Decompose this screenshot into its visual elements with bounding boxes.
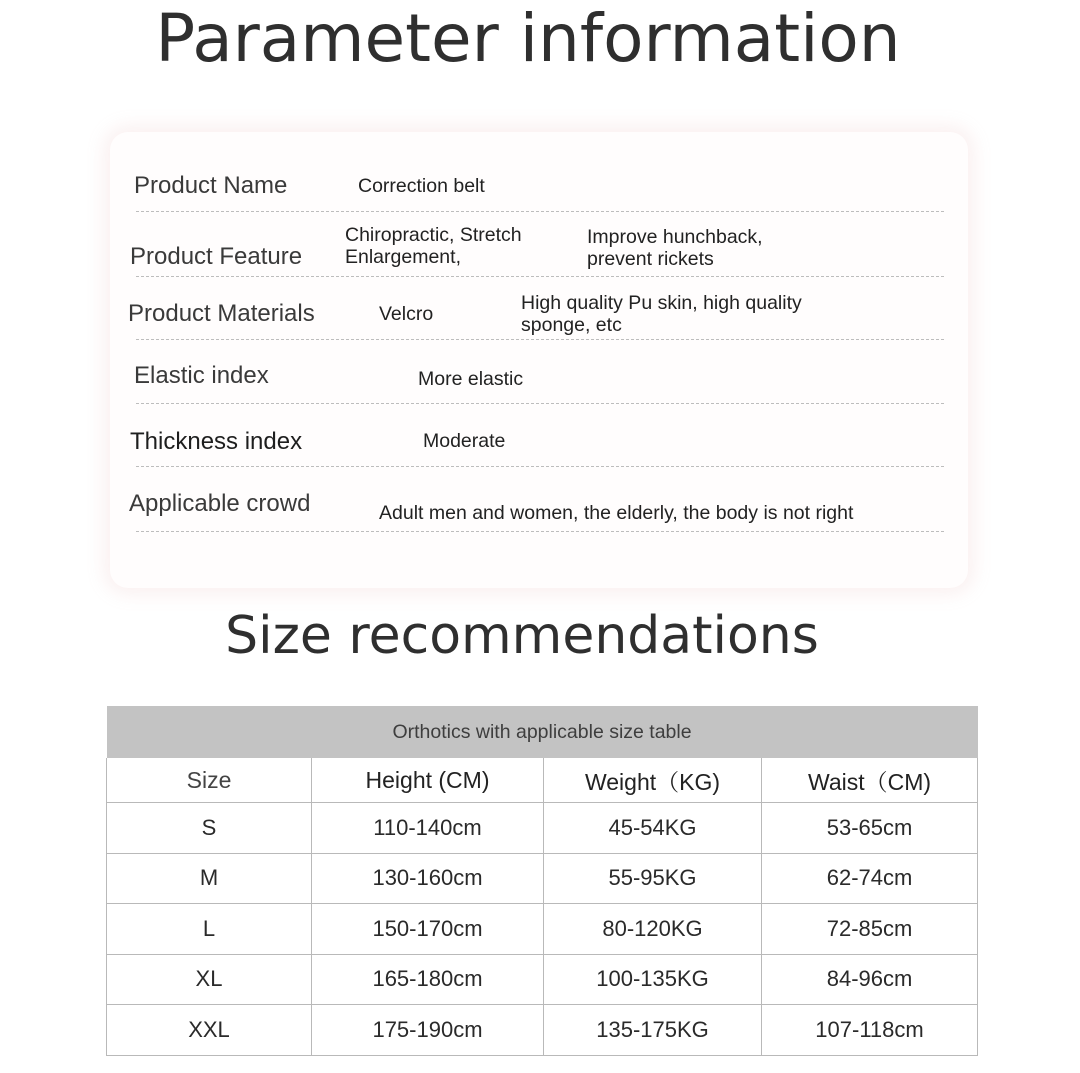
column-header-weight: Weight（KG) [544, 758, 762, 803]
parameter-title: Parameter information [155, 0, 901, 77]
table-row [107, 803, 978, 854]
product-name-label: Product Name [134, 172, 288, 199]
product-name-value: Correction belt [358, 175, 485, 197]
product-feature-label: Product Feature [130, 243, 303, 270]
row-divider [136, 531, 944, 532]
cell-weight: 80-120KG [544, 904, 762, 955]
product-feature-value-2: Improve hunchback, prevent rickets [587, 226, 763, 270]
elastic-index-value: More elastic [418, 368, 524, 390]
cell-height: 130-160cm [312, 853, 544, 904]
cell-waist: 72-85cm [762, 904, 978, 955]
row-divider [136, 403, 944, 404]
applicable-crowd-value: Adult men and women, the elderly, the body is not right [379, 502, 854, 524]
table-row [107, 1005, 978, 1056]
cell-weight: 100-135KG [544, 954, 762, 1005]
product-materials-value-2: High quality Pu skin, high quality sponge, etc [521, 292, 802, 336]
size-title: Size recommendations [225, 606, 819, 666]
thickness-index-label: Thickness index [130, 428, 303, 455]
cell-size: M [107, 853, 312, 904]
row-divider [136, 466, 944, 467]
row-divider [136, 276, 944, 277]
cell-weight: 55-95KG [544, 853, 762, 904]
product-materials-value-1: Velcro [379, 303, 434, 325]
size-table [106, 706, 978, 1056]
cell-size: S [107, 803, 312, 854]
column-header-size: Size [107, 758, 312, 803]
cell-waist: 107-118cm [762, 1005, 978, 1056]
product-feature-value-1: Chiropractic, Stretch Enlargement, [345, 224, 522, 268]
cell-height: 110-140cm [312, 803, 544, 854]
cell-size: XL [107, 954, 312, 1005]
cell-height: 165-180cm [312, 954, 544, 1005]
cell-waist: 62-74cm [762, 853, 978, 904]
row-divider [136, 339, 944, 340]
cell-weight: 45-54KG [544, 803, 762, 854]
applicable-crowd-label: Applicable crowd [129, 490, 311, 517]
product-materials-label: Product Materials [128, 300, 315, 327]
column-header-height: Height (CM) [312, 758, 544, 803]
table-row [107, 853, 978, 904]
thickness-index-value: Moderate [423, 430, 506, 452]
cell-height: 150-170cm [312, 904, 544, 955]
cell-waist: 84-96cm [762, 954, 978, 1005]
cell-size: L [107, 904, 312, 955]
cell-size: XXL [107, 1005, 312, 1056]
cell-waist: 53-65cm [762, 803, 978, 854]
cell-weight: 135-175KG [544, 1005, 762, 1056]
size-table-caption: Orthotics with applicable size table [107, 706, 978, 758]
row-divider [136, 211, 944, 212]
size-table-header [107, 758, 978, 803]
table-row [107, 904, 978, 955]
column-header-waist: Waist（CM) [762, 758, 978, 803]
table-row [107, 954, 978, 1005]
cell-height: 175-190cm [312, 1005, 544, 1056]
elastic-index-label: Elastic index [134, 362, 269, 389]
